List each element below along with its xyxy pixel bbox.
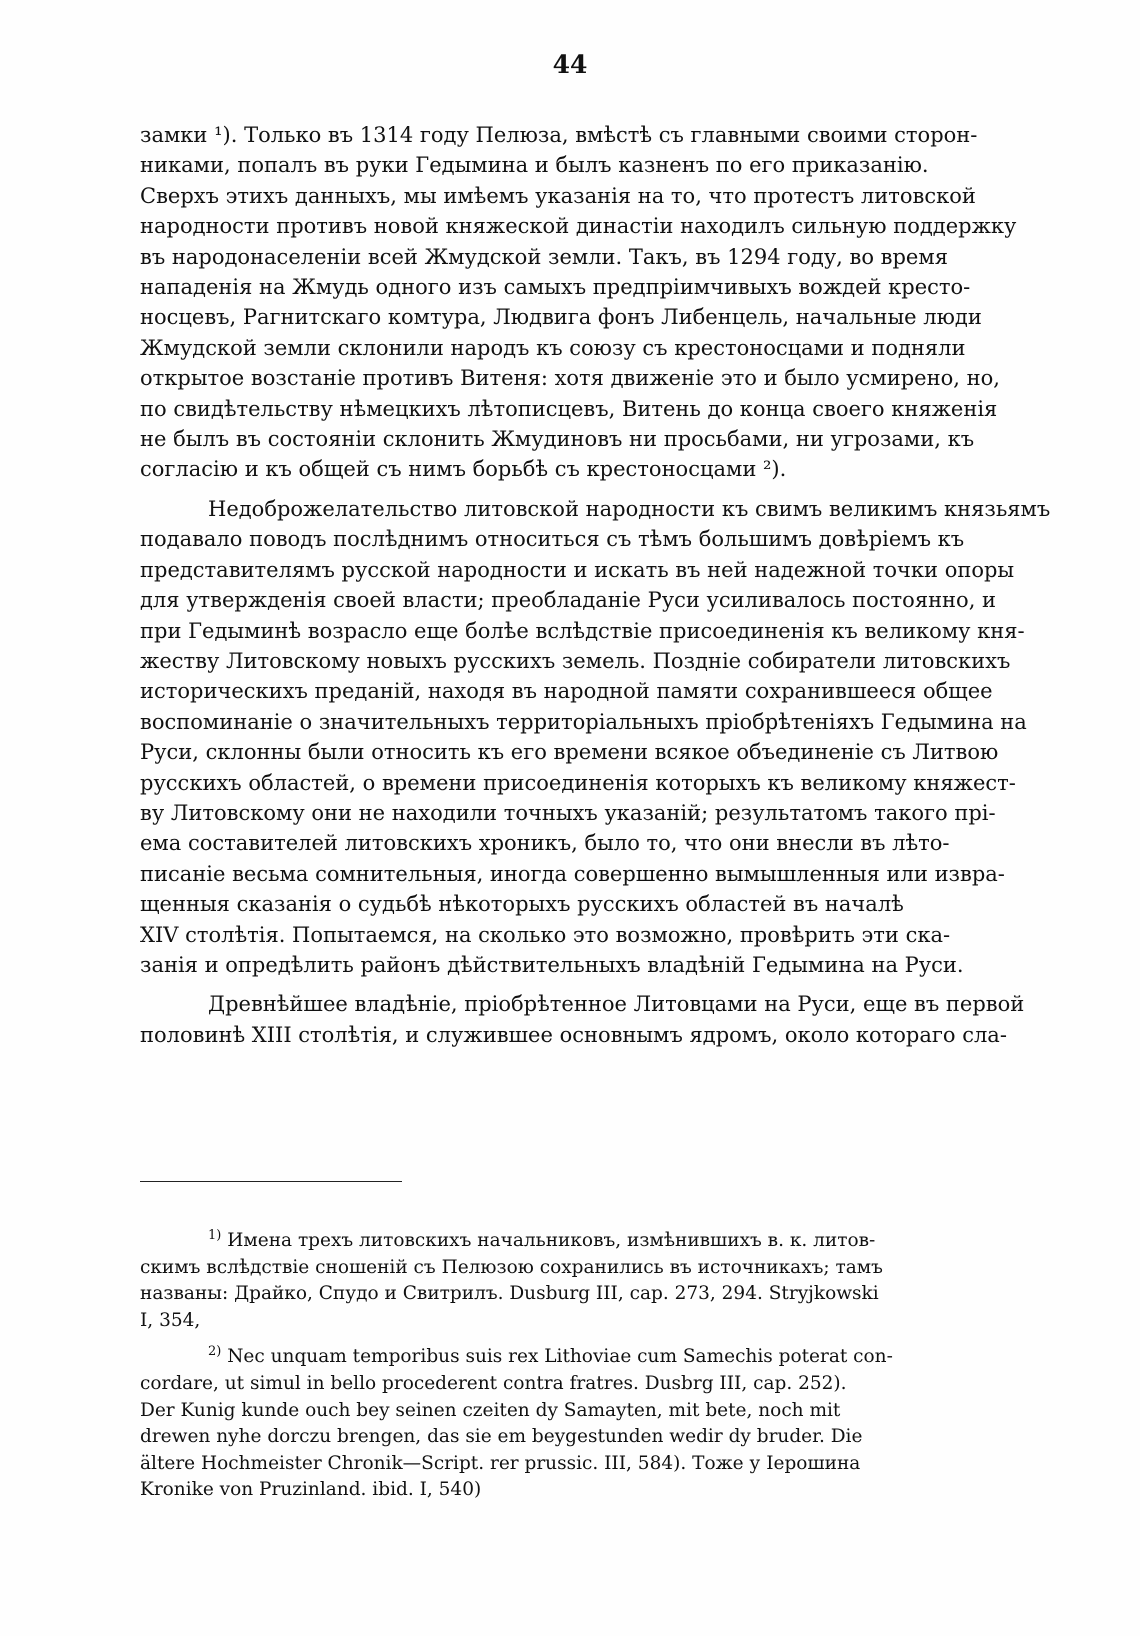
text-line: представителямъ русской народности и искать въ ней надежной точки опоры	[140, 557, 1015, 582]
text-line: согласію и къ общей съ нимъ борьбѣ съ крестоносцами ²).	[140, 457, 787, 482]
footnote-text: Имена трехъ литовскихъ начальниковъ, измѣнившихъ в. к. литов-	[227, 1230, 876, 1251]
text-line: ву Литовскому они не находили точныхъ указаній; результатомъ такого прі-	[140, 800, 996, 825]
footnote-line: I, 354,	[140, 1309, 201, 1331]
text-line: въ народонаселеніи всей Жмудской земли. Такъ, въ 1294 году, во время	[140, 244, 948, 269]
footnote-line: Der Kunig kunde ouch bey seinen czeiten dy Samayten, mit bete, noch mit	[140, 1399, 841, 1421]
text-line: подавало поводъ послѣднимъ относиться съ тѣмъ большимъ довѣріемъ къ	[140, 527, 965, 552]
footnote-marker: 2)	[208, 1344, 222, 1360]
paragraph-2	[140, 494, 1060, 981]
text-line: Древнѣйшее владѣніе, пріобрѣтенное Литовцами на Руси, еще въ первой	[208, 992, 1025, 1017]
text-line: занія и опредѣлить районъ дѣйствительныхъ владѣній Гедымина на Руси.	[140, 952, 964, 977]
footnote-line	[140, 1228, 1060, 1255]
text-line: XIV столѣтія. Попытаемся, на сколько это возможно, провѣрить эти ска-	[140, 922, 951, 947]
text-line: народности противъ новой княжеской династіи находилъ сильную поддержку	[140, 214, 1017, 239]
paragraph-3	[140, 989, 1060, 1050]
text-line: русскихъ областей, о времени присоединенія которыхъ къ великому княжест-	[140, 770, 1016, 795]
footnotes	[140, 1228, 1060, 1514]
footnote-line: Kronike von Pruzinland. ibid. I, 540)	[140, 1479, 482, 1501]
footnote-line: cordare, ut simul in bello procederent contra fratres. Dusbrg III, cap. 252).	[140, 1372, 847, 1394]
text-line: открытое возстаніе противъ Витеня: хотя движеніе это и было усмирено, но,	[140, 366, 1000, 391]
footnote-line: ältere Hochmeister Chronik—Script. rer prussic. III, 584). Тоже у Іерошина	[140, 1452, 861, 1474]
text-line: Недоброжелательство литовской народности къ свимъ великимъ князьямъ	[208, 496, 1051, 521]
text-line: при Гедыминѣ возрасло еще болѣе вслѣдствіе присоединенія къ великому кня-	[140, 618, 1025, 643]
text-line: Руси, склонны были относить къ его времени всякое объединеніе съ Литвою	[140, 740, 999, 765]
text-line: по свидѣтельству нѣмецкихъ лѣтописцевъ, Витень до конца своего княженія	[140, 396, 998, 421]
text-line: воспоминаніе о значительныхъ территоріальныхъ пріобрѣтеніяхъ Гедымина на	[140, 709, 1027, 734]
footnote-line	[140, 1344, 1060, 1371]
footnote-divider	[140, 1181, 402, 1182]
footnote-line: drewen nyhe dorczu brengen, das sie em beygestunden wedir dy bruder. Die	[140, 1426, 863, 1448]
footnote-line: скимъ вслѣдствіе сношеній съ Пелюзою сохранились въ источникахъ; тамъ	[140, 1256, 883, 1278]
footnote-text: Nec unquam temporibus suis rex Lithoviae cum Samechis poterat con-	[227, 1346, 893, 1368]
text-line: нападенія на Жмудь одного изъ самыхъ предпріимчивыхъ вождей кресто-	[140, 275, 971, 300]
text-line: никами, попалъ въ руки Гедымина и былъ казненъ по его приказанію.	[140, 153, 929, 178]
page-number: 44	[552, 50, 588, 79]
main-text	[140, 120, 1060, 1059]
text-line: ема составителей литовскихъ хроникъ, было то, что они внесли въ лѣто-	[140, 831, 950, 856]
text-line: Сверхъ этихъ данныхъ, мы имѣемъ указанія на то, что протестъ литовской	[140, 183, 976, 208]
text-line: историческихъ преданій, находя въ народной памяти сохранившееся общее	[140, 679, 993, 704]
text-line: щенныя сказанія о судьбѣ нѣкоторыхъ русскихъ областей въ началѣ	[140, 892, 904, 917]
text-line: не былъ въ состояніи склонить Жмудиновъ ни просьбами, ни угрозами, къ	[140, 427, 975, 452]
footnote-1	[140, 1228, 1060, 1334]
text-line: половинѣ XIII столѣтія, и служившее основнымъ ядромъ, около котораго сла-	[140, 1022, 1007, 1047]
footnote-marker: 1)	[208, 1227, 222, 1243]
footnote-2	[140, 1344, 1060, 1504]
text-line: Жмудской земли склонили народъ къ союзу съ крестоносцами и подняли	[140, 335, 966, 360]
text-line: для утвержденія своей власти; преобладаніе Руси усиливалось постоянно, и	[140, 588, 997, 613]
text-line: носцевъ, Рагнитскаго комтура, Людвига фонъ Либенцель, начальные люди	[140, 305, 982, 330]
footnote-line: названы: Драйко, Спудо и Свитрилъ. Dusburg III, cap. 273, 294. Stryjkowski	[140, 1283, 879, 1305]
text-line: замки ¹). Только въ 1314 году Пелюза, вмѣстѣ съ главными своими сторон-	[140, 123, 978, 147]
text-line: писаніе весьма сомнительныя, иногда совершенно вымышленныя или извра-	[140, 861, 1005, 886]
text-line: жеству Литовскому новыхъ русскихъ земель. Поздніе собиратели литовскихъ	[140, 648, 1011, 673]
paragraph-1	[140, 120, 1060, 485]
